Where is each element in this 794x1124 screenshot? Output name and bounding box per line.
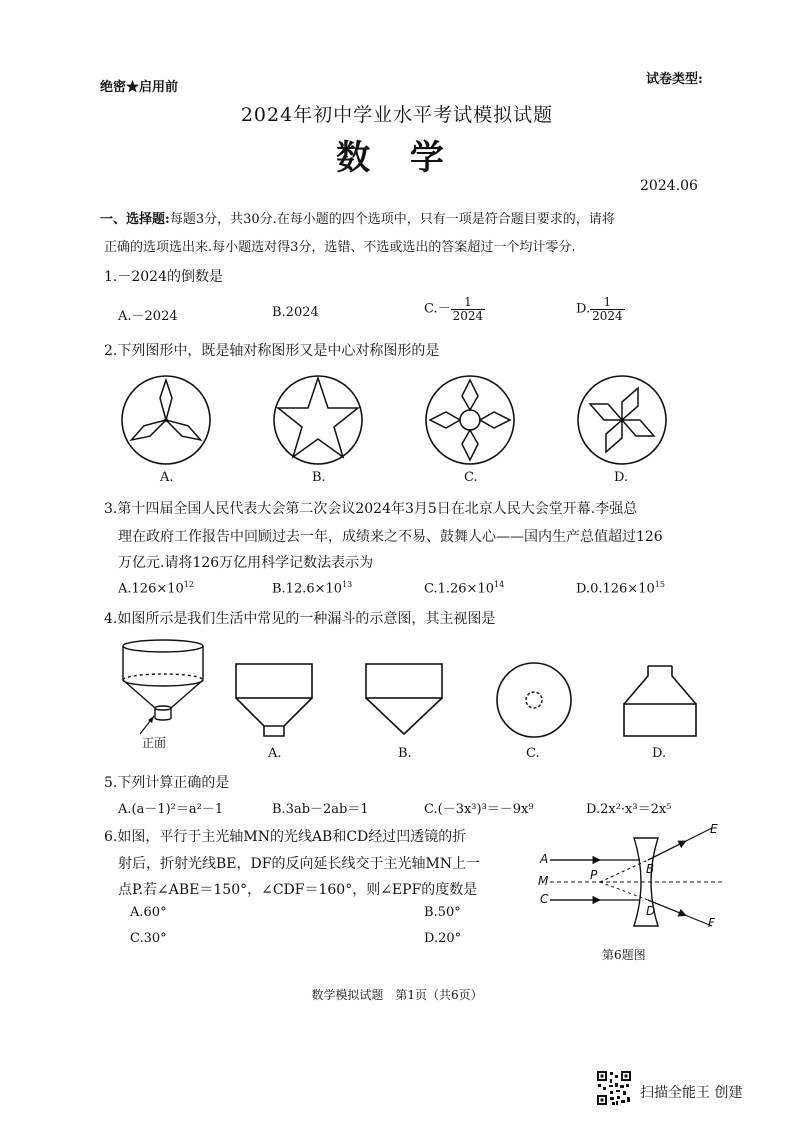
front-arrow-icon — [132, 714, 162, 736]
q4-label-a: A. — [268, 746, 282, 761]
q6-line1: 6.如图，平行于主光轴MN的光线AB和CD经过凹透镜的折 — [104, 829, 467, 845]
q2-figure-b — [272, 374, 364, 466]
q3-option-d: $D.0.126\times 10^{15}$ — [576, 580, 665, 597]
q2-label-d: D. — [614, 470, 629, 485]
q6-point-m: M — [538, 874, 549, 888]
q6-option-c: C.30° — [130, 931, 167, 946]
q1-option-d — [576, 296, 625, 322]
q5-option-c: C.(－3x³)³＝－9x⁹ — [424, 802, 534, 817]
q6-point-f: F — [708, 916, 715, 930]
q2-label-c: C. — [464, 470, 478, 485]
q4-front-label: 正面 — [142, 736, 167, 750]
q1-c-fraction: $\frac{1}{2024}$ — [452, 295, 484, 323]
q1-d-prefix: D. — [576, 301, 591, 317]
q5-option-b: B.3ab－2ab＝1 — [272, 802, 369, 817]
q4-figure-d — [620, 660, 700, 740]
section1-text1: 每题3分，共30分.在每小题的四个选项中，只有一项是符合题目要求的，请将 — [169, 212, 615, 227]
q6-point-e: E — [710, 822, 718, 836]
q6-point-c: C — [540, 892, 549, 906]
subject-title: 数 学 — [336, 138, 458, 178]
q2-label-a: A. — [160, 470, 174, 485]
section1-heading: 一、选择题: — [100, 212, 170, 227]
q4-stem: 4.如图所示是我们生活中常见的一种漏斗的示意图，其主视图是 — [104, 611, 496, 627]
section1-instructions-line1 — [100, 208, 615, 227]
q1-d-fraction: $\frac{1}{2024}$ — [592, 295, 623, 323]
q1-stem: 1.－2024的倒数是 — [104, 269, 223, 285]
qr-code-icon — [596, 1070, 632, 1106]
q5-option-a: A.(a－1)²＝a²－1 — [118, 802, 224, 817]
q6-lens-figure — [536, 820, 722, 936]
q3-line1: 3.第十四届全国人民代表大会第二次会议2024年3月5日在北京人民大会堂开幕.李强总 — [104, 501, 638, 517]
exam-date: 2024.06 — [640, 178, 698, 194]
q2-figure-a — [120, 374, 212, 466]
page-footer: 数学模拟试题 第1页（共6页） — [311, 988, 483, 1002]
confidential-label: 绝密★启用前 — [100, 80, 179, 95]
q3-option-a: $A.126\times 10^{12}$ — [118, 580, 194, 597]
q4-label-b: B. — [398, 746, 412, 761]
q6-line3: 点P.若∠ABE＝150°，∠CDF＝160°，则∠EPF的度数是 — [118, 882, 478, 898]
q3-option-c: $C.1.26\times 10^{14}$ — [424, 580, 505, 597]
q6-point-b: B — [646, 862, 655, 876]
q4-label-d: D. — [652, 746, 667, 761]
q2-label-b: B. — [312, 470, 326, 485]
q2-stem: 2.下列图形中，既是轴对称图形又是中心对称图形的是 — [104, 343, 440, 359]
q1-option-a: A.－2024 — [118, 309, 178, 324]
q6-option-a: A.60° — [130, 905, 167, 920]
q4-figure-b — [362, 660, 446, 740]
q1-option-b: B.2024 — [272, 305, 319, 320]
paper-type-label: 试卷类型: — [646, 72, 703, 87]
q2-figure-c — [424, 374, 516, 466]
q5-stem: 5.下列计算正确的是 — [104, 775, 230, 791]
q4-figure-a — [232, 660, 316, 740]
q6-point-d: D — [646, 904, 656, 918]
q5-option-d: D.2x²·x³＝2x⁵ — [586, 802, 672, 817]
q6-point-a: A — [540, 852, 549, 866]
scanner-watermark: 扫描全能王 创建 — [640, 1085, 743, 1101]
q3-option-b: $B.12.6\times 10^{13}$ — [272, 580, 353, 597]
q3-line2: 理在政府工作报告中回顾过去一年，成绩来之不易、鼓舞人心——国内生产总值超过126 — [118, 529, 663, 545]
q6-option-d: D.20° — [424, 931, 462, 946]
q6-option-b: B.50° — [424, 905, 461, 920]
q6-line2: 射后，折射光线BE，DF的反向延长线交于主光轴MN上一 — [118, 856, 481, 872]
section1-instructions-line2: 正确的选项选出来.每小题选对得3分，选错、不选或选出的答案超过一个均计零分. — [104, 240, 576, 255]
q4-label-c: C. — [526, 746, 540, 761]
q2-figure-d — [576, 374, 668, 466]
q1-c-prefix: C.－ — [424, 301, 451, 317]
q6-figure-caption: 第6题图 — [602, 948, 646, 962]
q3-line3: 万亿元.请将126万亿用科学记数法表示为 — [118, 555, 374, 571]
q4-figure-c — [494, 660, 574, 740]
exam-title: 2024年初中学业水平考试模拟试题 — [240, 104, 554, 126]
q6-point-p: P — [590, 868, 598, 882]
q1-option-c — [424, 296, 485, 322]
